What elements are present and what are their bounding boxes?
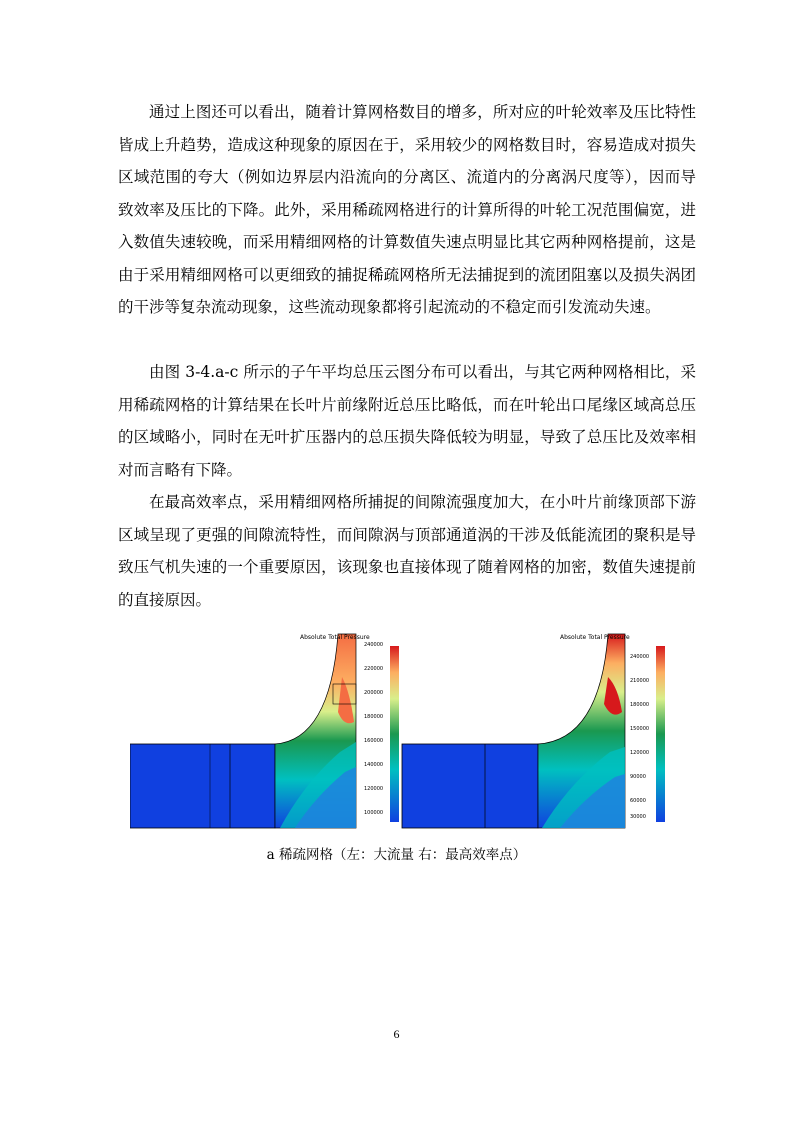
left-legend-tick: 160000: [364, 738, 384, 744]
figure-caption: a 稀疏网格（左：大流量 右：最高效率点）: [266, 847, 527, 863]
left-contour-plot: [130, 634, 399, 828]
right-contour-plot: [402, 634, 665, 828]
right-legend-tick: 210000: [630, 678, 650, 684]
left-legend-tick: 140000: [364, 762, 384, 768]
left-legend-tick: 220000: [364, 666, 384, 672]
right-legend-tick: 30000: [630, 814, 646, 820]
left-legend-tick: 240000: [364, 642, 384, 648]
left-legend-tick: 200000: [364, 690, 384, 696]
left-legend-tick: 120000: [364, 786, 384, 792]
right-legend-tick: 150000: [630, 726, 650, 732]
right-legend-tick: 240000: [630, 654, 650, 660]
right-legend-tick: 90000: [630, 774, 646, 780]
left-legend-tick: 180000: [364, 714, 384, 720]
contour-plots: [130, 632, 670, 832]
paragraph-3: 在最高效率点，采用精细网格所捕捉的间隙流强度加大，在小叶片前缘顶部下游区域呈现了更强的间隙流特性，而间隙涡与顶部通道涡的干涉及低能流团的聚积是导致压气机失速的一个重要原因，该现象也直接体现了随着网格的加密，数值失速提前的直接原因。: [118, 493, 696, 609]
right-legend-labels: [630, 654, 649, 820]
pressure-contour-figure: [130, 632, 670, 832]
left-legend-tick: 100000: [364, 810, 384, 816]
right-legend-tick: 60000: [630, 798, 646, 804]
left-plot-title: Absolute Total Pressure: [300, 634, 370, 641]
paragraph-2: 由图 3-4.a-c 所示的子午平均总压云图分布可以看出，与其它两种网格相比，采用稀疏网格的计算结果在长叶片前缘附近总压比略低，而在叶轮出口尾缘区域高总压的区域略小，同时在无叶扩压器内的总压损失降低较为明显，导致了总压比及效率相对而言略有下降。: [118, 363, 696, 479]
paragraph-1: 通过上图还可以看出，随着计算网格数目的增多，所对应的叶轮效率及压比特性皆成上升趋势，造成这种现象的原因在于，采用较少的网格数目时，容易造成对损失区域范围的夸大（例如边界层内沿流向的分离区、流道内的分离涡尺度等），因而导致效率及压比的下降。此外，采用稀疏网格进行的计算所得的叶轮工况范围偏宽，进入数值失速较晚，而采用精细网格的计算数值失速点明显比其它两种网格提前，这是由于采用精细网格可以更细致的捕捉稀疏网格所无法捕捉到的流团阻塞以及损失涡团的干涉等复杂流动现象，这些流动现象都将引起流动的不稳定而引发流动失速。: [118, 103, 696, 316]
page-number: 6: [393, 1027, 400, 1041]
right-legend-tick: 180000: [630, 702, 650, 708]
right-plot-title: Absolute Total Pressure: [560, 634, 630, 641]
right-legend-tick: 120000: [630, 750, 650, 756]
left-legend-labels: [364, 642, 383, 816]
